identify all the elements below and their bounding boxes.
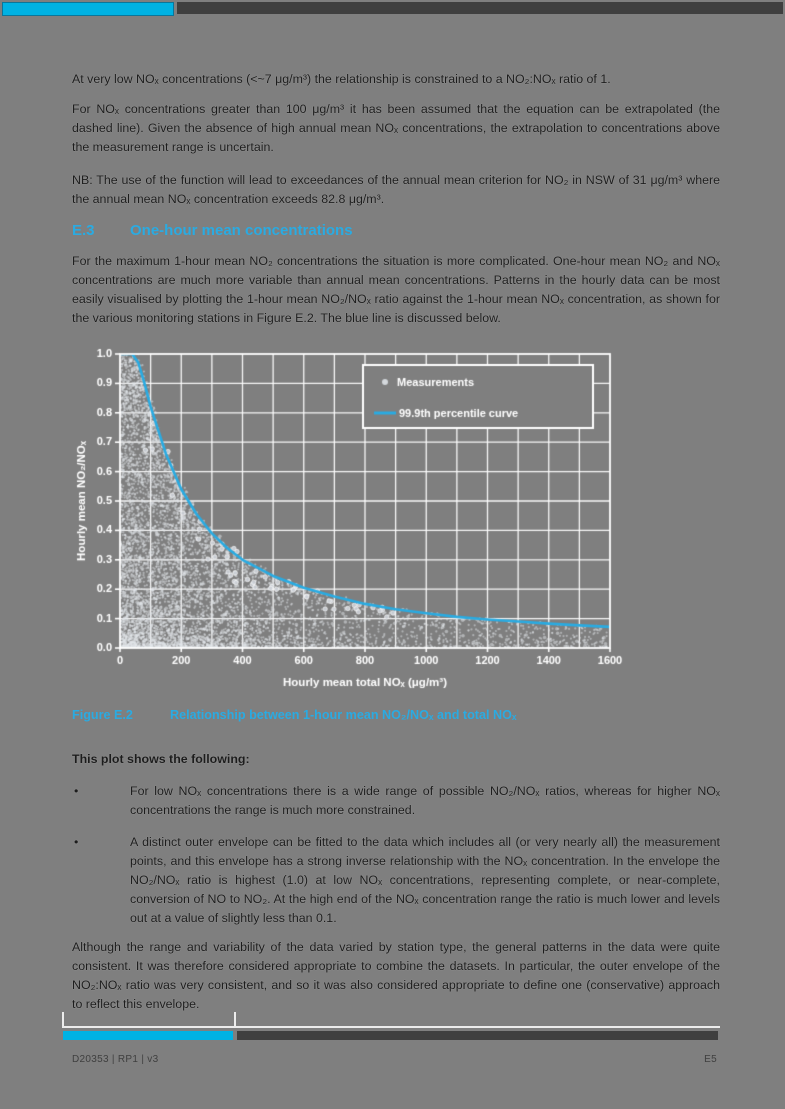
footer-rule [62,1026,720,1028]
top-accent-bar-cyan [2,2,174,16]
paragraph-one-hour: For the maximum 1-hour mean NO₂ concentrations the situation is more complicated. One-hour mean NO₂ and NOₓ concentrations are much more variable than annual mean concentrations. Patterns in the hourly data can be most easily visualised by plotting the 1-hour mean NO₂/NOₓ ratio against the 1-hour mean NOₓ concentration, as shown for the various monitoring stations in Figure E.2. The blue line is discussed below. [72,254,720,325]
footer-page-number: E5 [704,1054,717,1065]
bullet-text: A distinct outer envelope can be fitted to the data which includes all (or very nearly all) the measurement points, and this envelope has a strong inverse relationship with the NOₓ concentration. In the envelope the NO₂/NOₓ ratio is highest (1.0) at low NOₓ concentrations, representing complete, or near-complete, conversion of NO to NO₂. At the high end of the NOₓ concentration range the ratio is much lower and levels out at a value of slightly less than 0.1. [130,835,720,925]
bullet-item-envelope [72,833,720,928]
figure-caption [72,708,720,722]
section-number: E.3 [72,222,95,239]
scatter-plot-canvas [72,346,632,698]
footer-rule-tick-mid [234,1012,236,1027]
footer-document-id: D20353 | RP1 | v3 [72,1054,159,1065]
figure-caption-title: Relationship between 1-hour mean NO₂/NOₓ and total NOₓ [170,708,517,722]
figure-caption-label: Figure E.2 [72,708,133,722]
bottom-accent-bar-cyan [63,1031,233,1040]
bottom-accent-bar-dark [237,1031,718,1040]
figure-e2-chart [72,346,632,698]
bullet-marker: • [74,835,79,849]
paragraph-extrapolation: For NOₓ concentrations greater than 100 μg/m³ it has been assumed that the equation can be extrapolated (the dashed line). Given the absence of high annual mean NOₓ concentrations, the extrapolation to concentrations above the measurement range is uncertain. [72,102,720,154]
paragraph-closing: Although the range and variability of the data varied by station type, the general patterns in the data were quite consistent. It was therefore considered appropriate to combine the datasets. In particular, the outer envelope of the NO₂:NOₓ ratio was very consistent, and so it was also considered appropriate to define one (conservative) approach to reflect this envelope. [72,940,720,1011]
section-title: One-hour mean concentrations [130,222,353,239]
footer-rule-tick-left [62,1012,64,1027]
paragraph-low-nox: At very low NOₓ concentrations (<~7 μg/m³) the relationship is constrained to a NO₂:NOₓ ratio of 1. [72,72,611,86]
section-heading [72,222,720,239]
bullet-marker: • [74,784,79,798]
bullet-text: For low NOₓ concentrations there is a wide range of possible NO₂/NOₓ ratios, whereas for higher NOₓ concentrations the range is much more constrained. [130,784,720,817]
top-accent-bar-dark [177,2,783,14]
list-intro: This plot shows the following: [72,752,250,766]
paragraph-nb-note: NB: The use of the function will lead to exceedances of the annual mean criterion for NO₂ in NSW of 31 μg/m³ where the annual mean NOₓ concentration exceeds 82.8 μg/m³. [72,173,720,206]
bullet-item-range [72,782,720,820]
